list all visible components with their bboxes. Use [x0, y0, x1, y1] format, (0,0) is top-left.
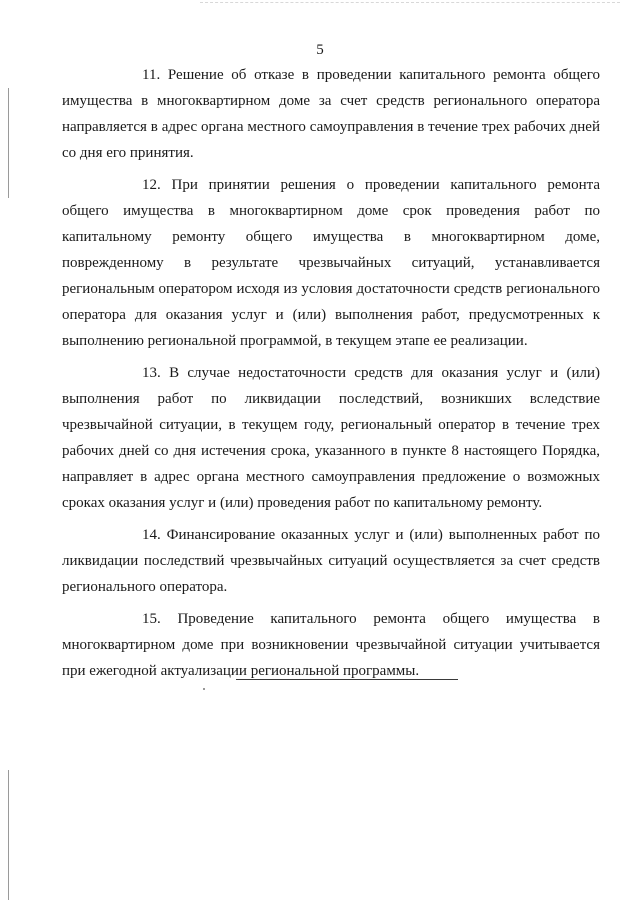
scan-margin-mark	[8, 88, 9, 198]
paragraph-13	[62, 360, 600, 516]
scan-margin-mark	[8, 770, 9, 900]
scan-edge-artifact	[200, 2, 620, 6]
paragraph-text: Финансирование оказанных услуг и (или) выполненных работ по ликвидации последствий чрезвычайных ситуаций осуществляется за счет средств регионального оператора.	[62, 527, 600, 595]
paragraph-text: В случае недостаточности средств для оказания услуг и (или) выполнения работ по ликвидации последствий, возникших вследствие чрезвычайной ситуации, в текущем году, региональный оператор в течение трех рабочих дней со дня истечения срока, указанного в пункте 8 настоящего Порядка, направляет в адрес органа местного самоуправления предложение о возможных сроках оказания услуг и (или) проведения работ по капитальному ремонту.	[62, 365, 600, 511]
paragraph-number: 14.	[142, 527, 161, 543]
paragraph-text: Проведение капитального ремонта общего имущества в многоквартирном доме при возникновении чрезвычайной ситуации учитывается при ежегодной актуализации региональной программы.	[62, 611, 601, 679]
paragraph-number: 12.	[142, 177, 161, 193]
paragraph-text: Решение об отказе в проведении капитального ремонта общего имущества в многоквартирном доме за счет средств регионального оператора направляется в адрес органа местного самоуправления в течение трех рабочих дней со дня его принятия.	[62, 67, 600, 161]
paragraph-text: При принятии решения о проведении капитального ремонта общего имущества в многоквартирном доме срок проведения работ по капитальному ремонту общего имущества в многоквартирном доме, поврежденному в результате чрезвычайных ситуаций, устанавливается региональным оператором исходя из условия достаточности средств регионального оператора для оказания услуг и (или) выполнения работ, предусмотренных к выполнению региональной программой, в текущем этапе ее реализации.	[62, 177, 601, 349]
document-body	[62, 62, 600, 690]
paragraph-number: 13.	[142, 365, 161, 381]
end-of-document-rule	[236, 679, 458, 680]
paragraph-15	[62, 606, 600, 684]
paragraph-11	[62, 62, 600, 166]
paragraph-12	[62, 172, 600, 354]
paragraph-number: 15.	[142, 611, 161, 627]
paragraph-number: 11.	[142, 67, 161, 83]
page-number: 5	[316, 42, 324, 58]
paragraph-14	[62, 522, 600, 600]
scan-speck	[203, 688, 205, 690]
